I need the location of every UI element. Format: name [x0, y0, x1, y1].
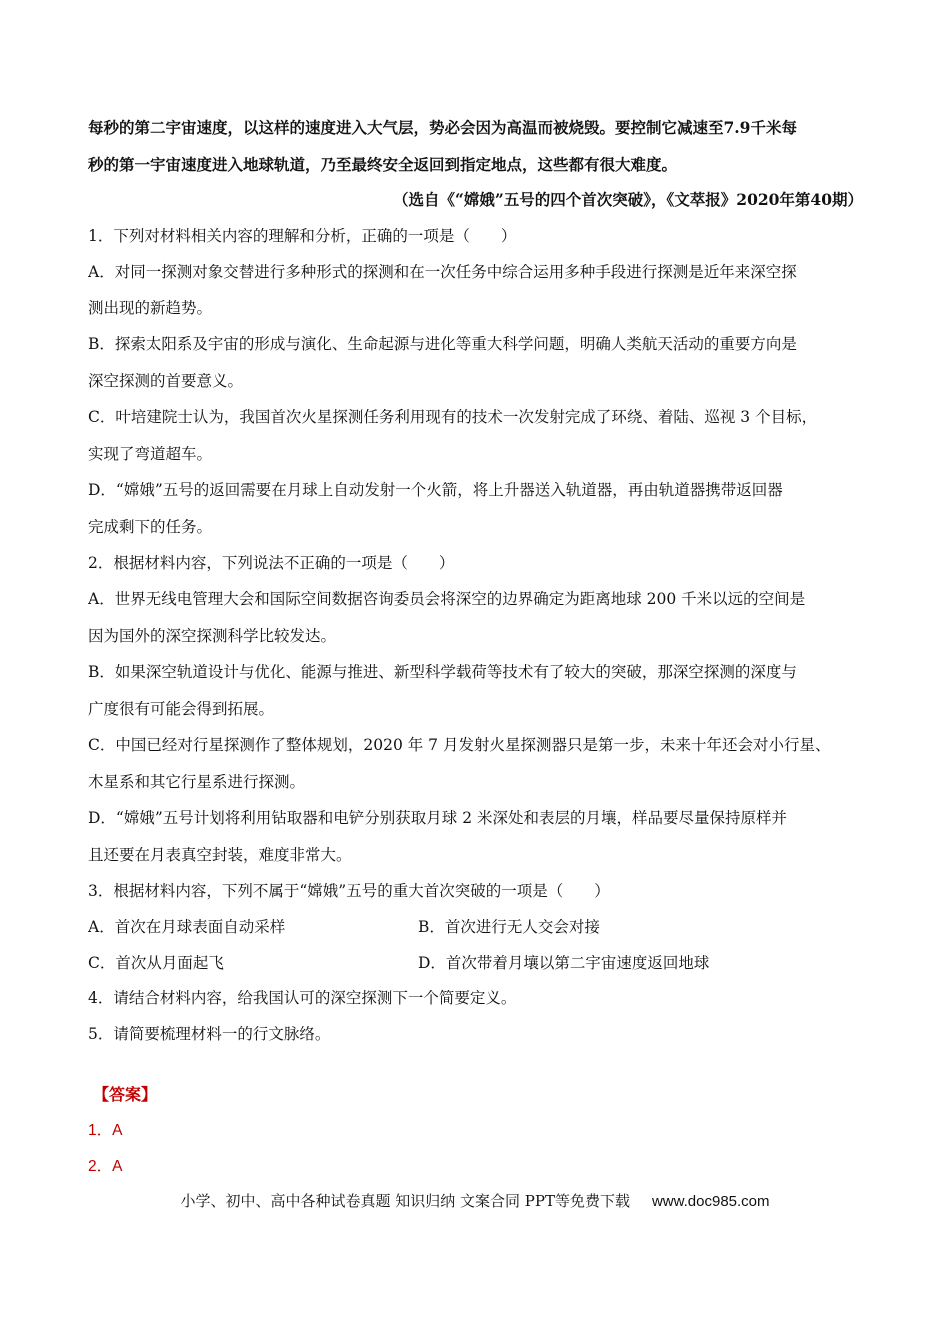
question-2-stem: 2．根据材料内容，下列说法不正确的一项是（ ）: [88, 554, 455, 572]
question-5-stem: 5．请简要梳理材料一的行文脉络。: [88, 1025, 331, 1043]
footer-link[interactable]: www.doc985.com: [651, 1193, 770, 1210]
question-1-option-d: D．“嫦娥”五号的返回需要在月球上自动发射一个火箭，将上升器送入轨道器，再由轨道器携带返回器: [88, 481, 783, 499]
question-1-stem: 1．下列对材料相关内容的理解和分析，正确的一项是（ ）: [88, 227, 517, 245]
footer-text: 小学、初中、高中各种试卷真题 知识归纳 文案合同 PPT等免费下载: [180, 1192, 630, 1210]
question-2-option-a-cont: 因为国外的深空探测科学比较发达。: [88, 627, 337, 645]
question-1-option-b: B．探索太阳系及宇宙的形成与演化、生命起源与进化等重大科学问题，明确人类航天活动的重要方向是: [88, 335, 797, 353]
question-3-option-b: B．首次进行无人交会对接: [418, 918, 600, 936]
answer-item-2: 2．A: [88, 1158, 123, 1175]
question-3-option-c: C．首次从月面起飞: [88, 954, 224, 972]
answer-heading: 【答案】: [93, 1085, 158, 1104]
question-2-option-c-cont: 木星系和其它行星系进行探测。: [88, 773, 306, 791]
question-2-option-b-cont: 广度很有可能会得到拓展。: [88, 700, 275, 718]
passage-source: （选自《“嫦娥”五号的四个首次突破》，《文萃报》2020年第40期）: [392, 190, 863, 209]
question-2-option-c: C．中国已经对行星探测作了整体规划，2020 年 7 月发射火星探测器只是第一步，未来十年还会对小行星、: [88, 736, 831, 754]
question-2-option-d: D．“嫦娥”五号计划将利用钻取器和电铲分别获取月球 2 米深处和表层的月壤，样品要尽量保持原样并: [88, 809, 787, 827]
question-1-option-a: A．对同一探测对象交替进行多种形式的探测和在一次任务中综合运用多种手段进行探测是近年来深空探: [88, 263, 797, 281]
question-3-option-a: A．首次在月球表面自动采样: [88, 918, 286, 936]
answer-item-1: 1．A: [88, 1122, 123, 1139]
passage-line: 每秒的第二宇宙速度，以这样的速度进入大气层，势必会因为高温而被烧毁。要控制它减速至7.9千米每: [88, 118, 797, 137]
question-2-option-d-cont: 且还要在月表真空封装，难度非常大。: [88, 846, 352, 864]
passage-line: 秒的第一宇宙速度进入地球轨道，乃至最终安全返回到指定地点，这些都有很大难度。: [88, 155, 678, 174]
question-3-option-d: D．首次带着月壤以第二宇宙速度返回地球: [418, 954, 710, 972]
question-2-option-a: A．世界无线电管理大会和国际空间数据咨询委员会将深空的边界确定为距离地球 200 千米以远的空间是: [88, 590, 806, 608]
question-1-option-b-cont: 深空探测的首要意义。: [88, 372, 244, 390]
page-footer: [0, 1191, 950, 1212]
question-1-option-c: C．叶培建院士认为，我国首次火星探测任务利用现有的技术一次发射完成了环绕、着陆、巡视 3 个目标，: [88, 408, 818, 426]
question-1-option-a-cont: 测出现的新趋势。: [88, 299, 213, 317]
question-2-option-b: B．如果深空轨道设计与优化、能源与推进、新型科学载荷等技术有了较大的突破，那深空探测的深度与: [88, 663, 797, 681]
question-4-stem: 4．请结合材料内容，给我国认可的深空探测下一个简要定义。: [88, 989, 517, 1007]
question-1-option-c-cont: 实现了弯道超车。: [88, 445, 213, 463]
question-3-stem: 3．根据材料内容，下列不属于“嫦娥”五号的重大首次突破的一项是（ ）: [88, 882, 610, 900]
question-1-option-d-cont: 完成剩下的任务。: [88, 518, 213, 536]
